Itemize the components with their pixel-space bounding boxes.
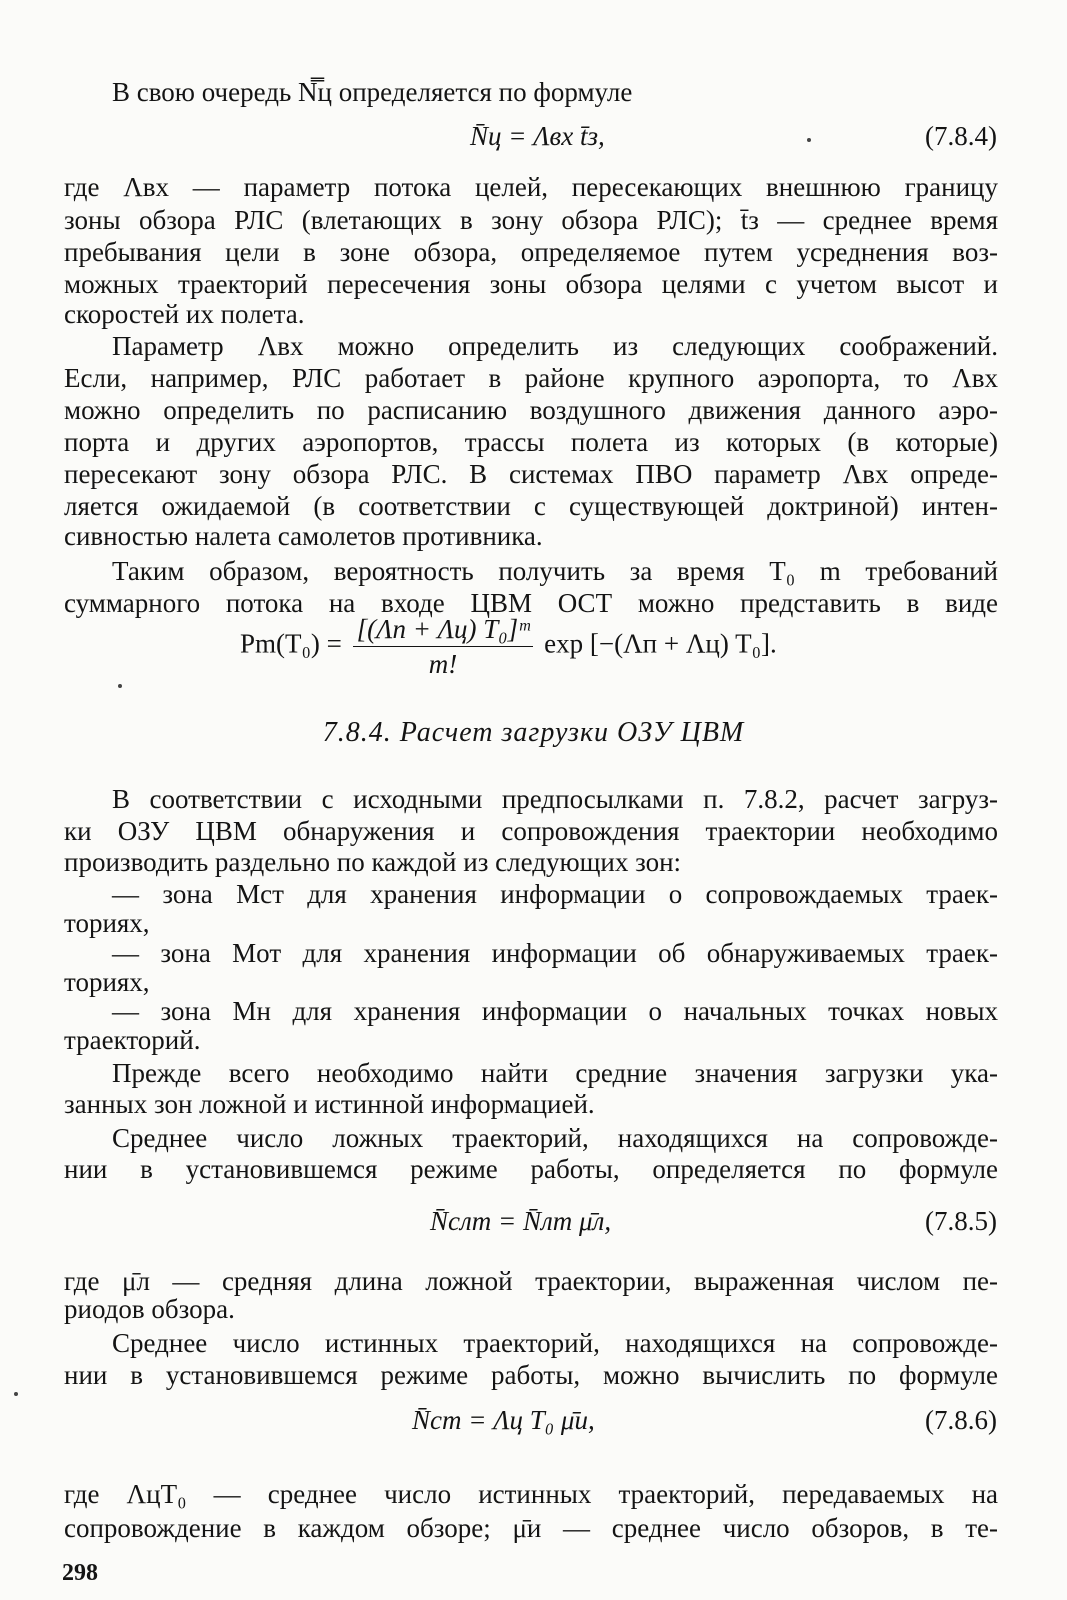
text-line: ки ОЗУ ЦВМ обнаружения и сопровождения траектории необходимо — [64, 816, 998, 846]
text-line: нии в установившемся режиме работы, определяется по формуле — [64, 1154, 998, 1184]
text-line: можно определить по расписанию воздушного движения данного аэро- — [64, 395, 998, 425]
equation-fraction — [353, 614, 534, 679]
text-line: зоны обзора РЛС (влетающих в зону обзора РЛС); t̄з — среднее время — [64, 205, 998, 235]
text-line: нии в установившемся режиме работы, можно вычислить по формуле — [64, 1360, 998, 1390]
print-speck — [118, 684, 122, 688]
text-line: производить раздельно по каждой из следующих зон: — [64, 847, 682, 877]
text-line: траекторий. — [64, 1025, 201, 1055]
equation-7-8-4: N̄ц = Λвх t̄з, — [470, 121, 605, 151]
print-speck — [14, 1392, 18, 1396]
text-line: где Λвх — параметр потока целей, пересекающих внешнюю границу — [64, 172, 998, 202]
text-line: сопровождение в каждом обзоре; μ̄и — среднее число обзоров, в те- — [64, 1513, 998, 1543]
fraction-denominator: m! — [428, 649, 458, 679]
text-line: — зона Mот для хранения информации об обнаруживаемых траек- — [112, 938, 998, 968]
text-line: В соответствии с исходными предпосылками п. 7.8.2, расчет загруз- — [112, 784, 998, 814]
text-line: скоростей их полета. — [64, 299, 305, 329]
text-line: — зона Mст для хранения информации о сопровождаемых траек- — [112, 879, 998, 909]
text-line: Прежде всего необходимо найти средние значения загрузки ука- — [112, 1058, 998, 1088]
text-line: порта и других аэропортов, трассы полета из которых (в которые) — [64, 427, 998, 457]
probability-equation — [240, 614, 777, 679]
text-line: пребывания цели в зоне обзора, определяемое путем усреднения воз- — [64, 237, 998, 267]
equation-number: (7.8.6) — [925, 1405, 997, 1435]
text-line: ториях, — [64, 908, 150, 938]
text-line: — зона Mн для хранения информации о начальных точках новых — [112, 996, 998, 1026]
text-line: Параметр Λвх можно определить из следующих соображений. — [112, 331, 998, 361]
page-number: 298 — [62, 1560, 98, 1586]
text-line: занных зон ложной и истинной информацией. — [64, 1089, 595, 1119]
text-line: ториях, — [64, 967, 150, 997]
equation-number: (7.8.5) — [925, 1206, 997, 1236]
fraction-numerator: [(Λп + Λц) T₀]ᵐ — [353, 614, 534, 647]
equation-7-8-6: N̄ст = Λц T₀ μ̄и, — [412, 1405, 595, 1435]
text-line: где μ̄л — средняя длина ложной траектории, выраженная числом пе- — [64, 1266, 998, 1296]
text-line: В свою очередь N̿ц определяется по формуле — [112, 77, 633, 107]
text-line: суммарного потока на входе ЦВМ ОСТ можно представить в виде — [64, 588, 998, 618]
text-line: где ΛцT₀ — среднее число истинных траекторий, передаваемых на — [64, 1479, 998, 1509]
equation-lhs: Pm(T₀) = — [240, 628, 342, 659]
text-line: ляется ожидаемой (в соответствии с существующей доктриной) интен- — [64, 491, 998, 521]
equation-rhs: exp [−(Λп + Λц) T₀]. — [544, 628, 777, 659]
text-line: Среднее число ложных траекторий, находящихся на сопровожде- — [112, 1123, 998, 1153]
text-line: сивностью налета самолетов противника. — [64, 521, 543, 551]
text-line: Таким образом, вероятность получить за время T₀ m требований — [112, 556, 998, 586]
equation-7-8-5: N̄слт = N̄лт μ̄л, — [430, 1206, 612, 1236]
equation-number: (7.8.4) — [925, 121, 997, 151]
text-line: риодов обзора. — [64, 1294, 235, 1324]
text-line: Если, например, РЛС работает в районе крупного аэропорта, то Λвх — [64, 363, 998, 393]
section-heading: 7.8.4. Расчет загрузки ОЗУ ЦВМ — [322, 717, 745, 748]
text-line: Среднее число истинных траекторий, находящихся на сопровожде- — [112, 1328, 998, 1358]
text-line: можных траекторий пересечения зоны обзора целями с учетом высот и — [64, 269, 998, 299]
print-speck — [807, 138, 811, 142]
text-line: пересекают зону обзора РЛС. В системах ПВО параметр Λвх опреде- — [64, 459, 998, 489]
